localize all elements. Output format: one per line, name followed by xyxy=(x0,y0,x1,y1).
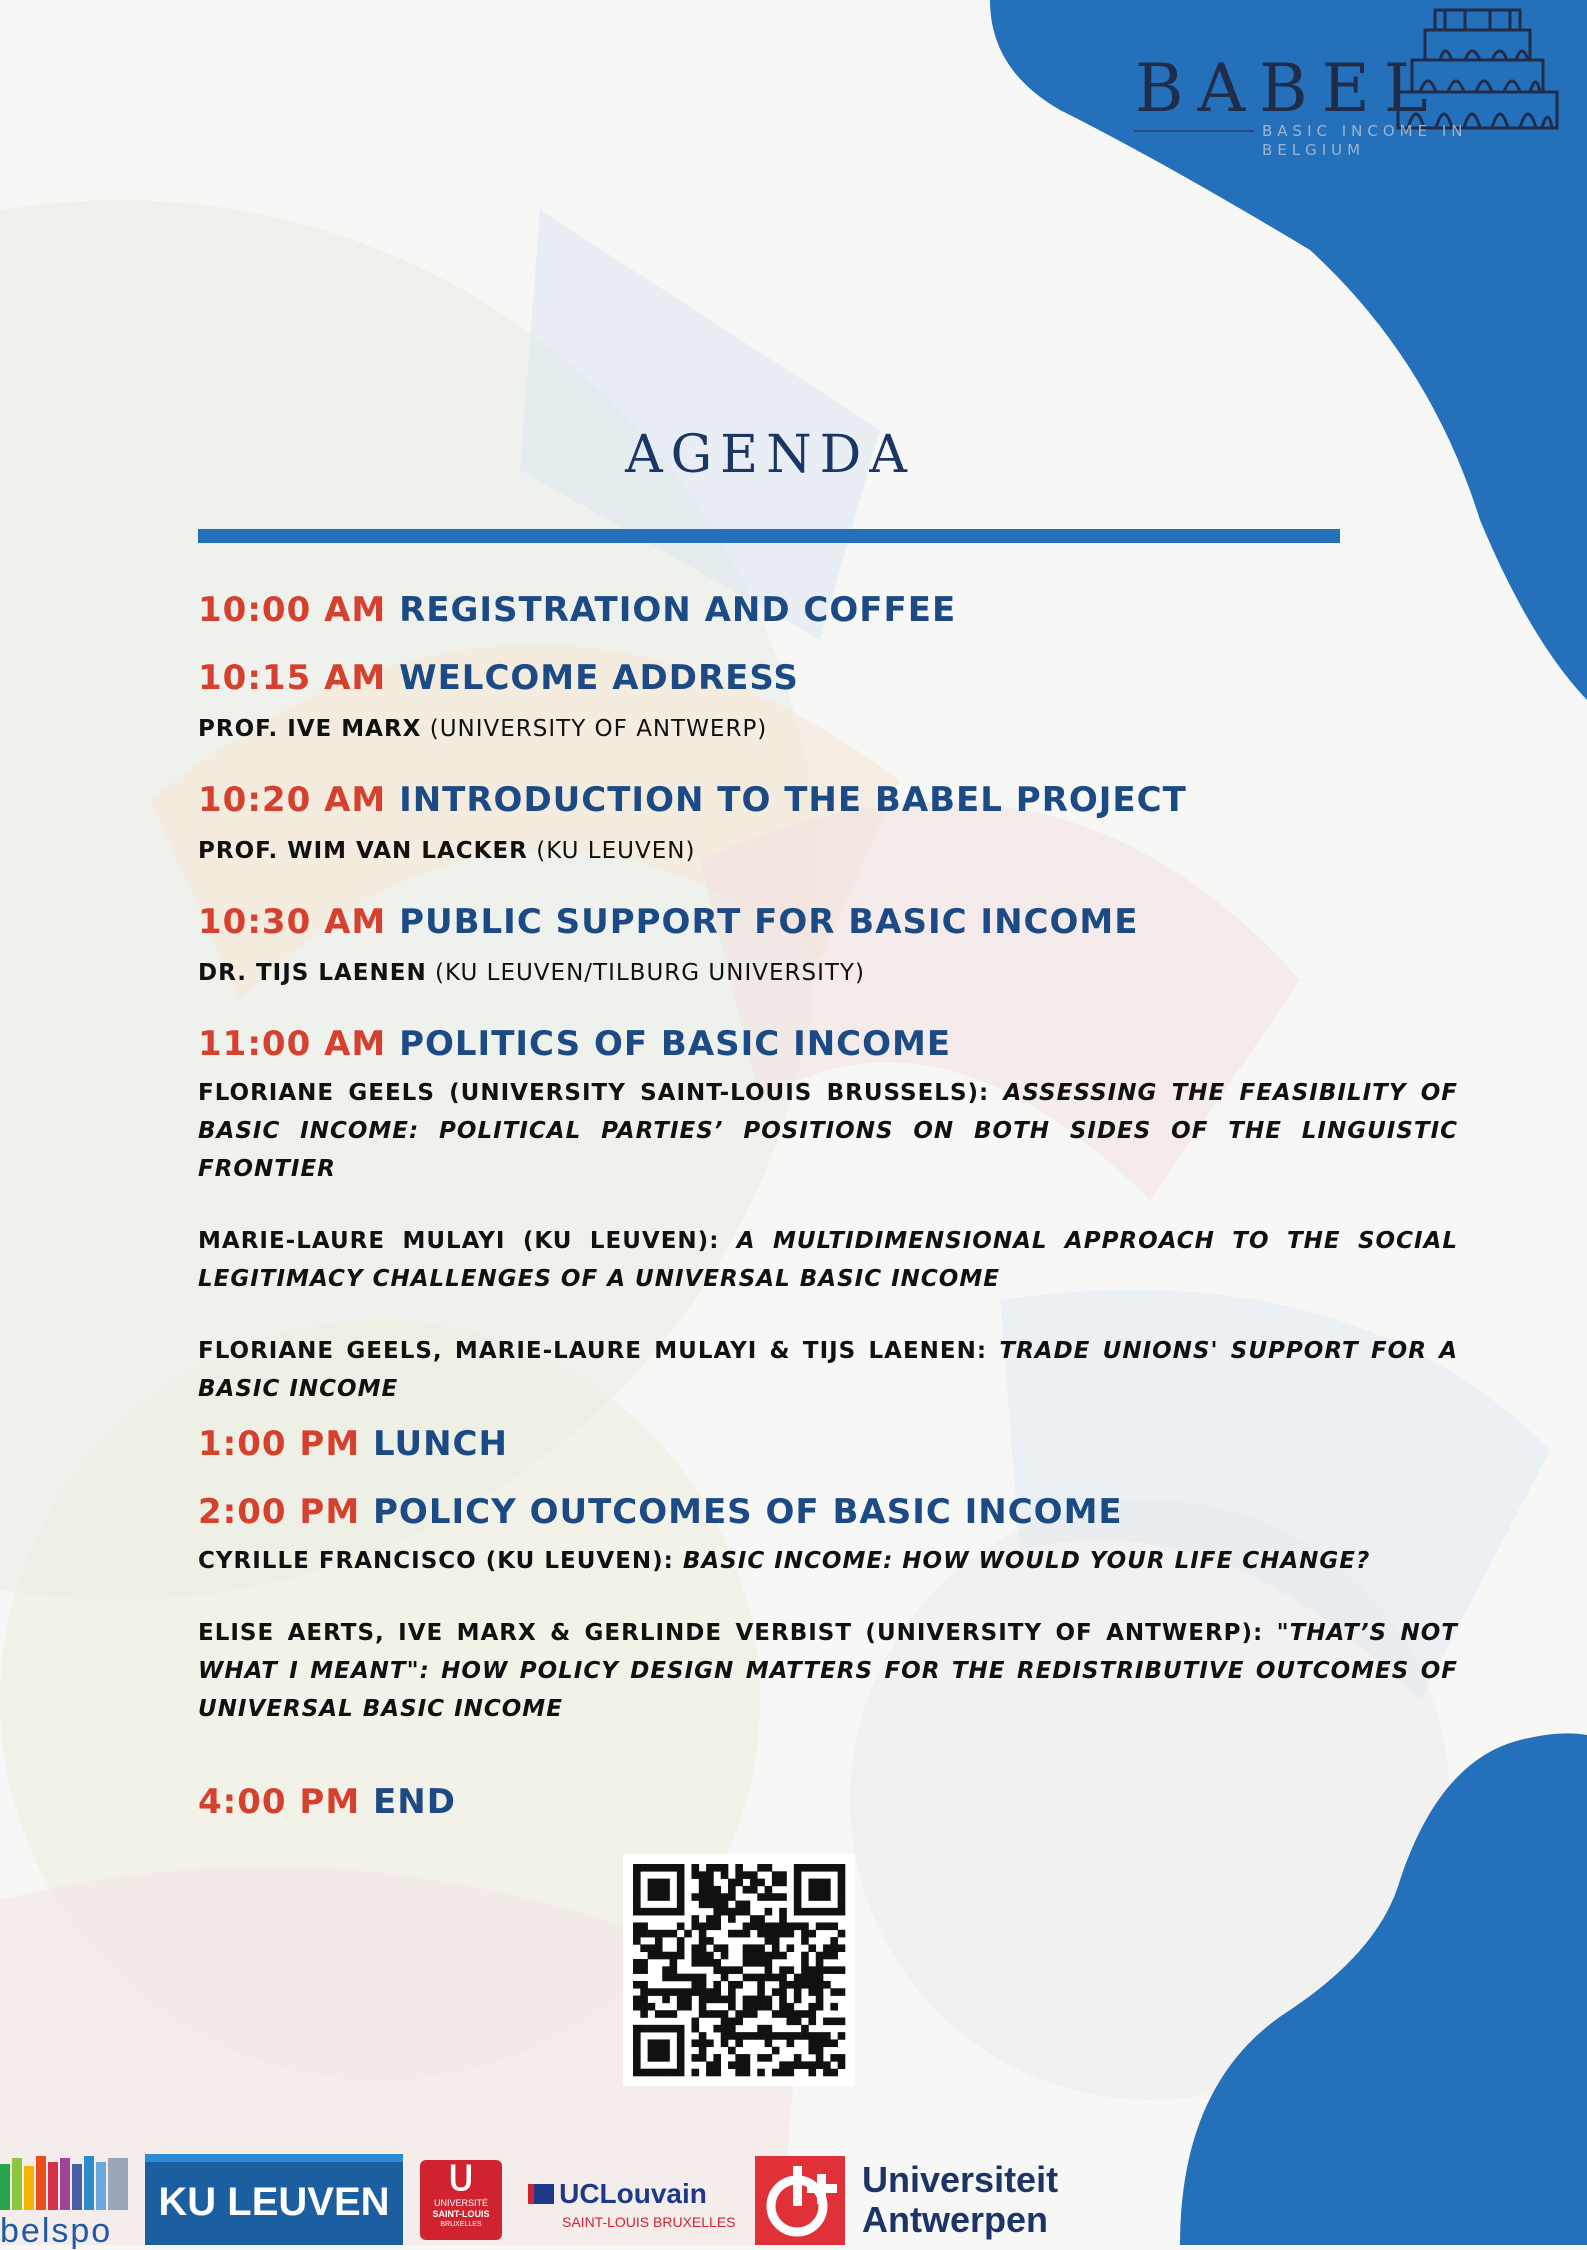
talk-paper-title: A MULTIDIMENSIONAL APPROACH TO THE SOCIAL LEGITIMACY CHALLENGES OF A UNIVERSAL BASIC INCOME xyxy=(198,1228,1458,1292)
speaker-line xyxy=(198,838,1458,864)
talk-authors: ELISE AERTS, IVE MARX & GERLINDE VERBIST (UNIVERSITY OF ANTWERP): xyxy=(198,1620,1277,1646)
talk-entry xyxy=(198,1222,1458,1298)
agenda-title: POLITICS OF BASIC INCOME xyxy=(399,1024,952,1064)
title-rule xyxy=(198,529,1340,543)
uclouvain-square-icon xyxy=(528,2184,554,2204)
speaker-name: PROF. IVE MARX xyxy=(198,716,422,742)
talk-paper-title: ASSESSING THE FEASIBILITY OF BASIC INCOME: POLITICAL PARTIES’ POSITIONS ON BOTH SIDES OF THE LINGUISTIC FRONTIER xyxy=(198,1080,1458,1182)
agenda-heading xyxy=(198,902,1458,942)
talk-entry xyxy=(198,1074,1458,1188)
antwerp-line1: Universiteit xyxy=(862,2159,1059,2200)
usaintlouis-line1: UNIVERSITÉ xyxy=(433,2198,488,2208)
agenda-heading xyxy=(198,1424,1458,1464)
agenda-title: WELCOME ADDRESS xyxy=(399,658,799,698)
babel-logo xyxy=(1130,30,1570,170)
logo-subtitle: BASIC INCOME IN BELGIUM xyxy=(1262,122,1468,159)
agenda-item xyxy=(198,1492,1458,1728)
agenda-item xyxy=(198,658,1458,742)
agenda-item xyxy=(198,780,1458,864)
uclouvain-logo xyxy=(528,2178,738,2238)
qr-code-image xyxy=(623,1854,855,2086)
kuleuven-logo xyxy=(145,2154,403,2245)
talk-authors: CYRILLE FRANCISCO (KU LEUVEN): xyxy=(198,1548,683,1574)
agenda-title: REGISTRATION AND COFFEE xyxy=(399,590,957,630)
agenda-title: LUNCH xyxy=(373,1424,508,1464)
agenda-title: INTRODUCTION TO THE BABEL PROJECT xyxy=(399,780,1187,820)
antwerp-line2: Antwerpen xyxy=(862,2199,1049,2240)
talk-authors: FLORIANE GEELS, MARIE-LAURE MULAYI & TIJS LAENEN: xyxy=(198,1338,1000,1364)
agenda-time: 1:00 PM xyxy=(198,1424,361,1464)
speaker-name: PROF. WIM VAN LACKER xyxy=(198,838,528,864)
speaker-line xyxy=(198,960,1458,986)
usaintlouis-line2: SAINT-LOUIS xyxy=(432,2209,490,2219)
agenda-time: 10:30 AM xyxy=(198,902,387,942)
agenda-title: PUBLIC SUPPORT FOR BASIC INCOME xyxy=(399,902,1139,942)
belspo-bars-icon xyxy=(0,2154,132,2210)
antwerp-wordmark xyxy=(862,2160,1102,2245)
agenda-heading xyxy=(198,658,1458,698)
antwerp-mark-icon xyxy=(755,2156,845,2245)
talk-entry xyxy=(198,1332,1458,1408)
speaker-affiliation: (UNIVERSITY OF ANTWERP) xyxy=(421,716,768,742)
agenda-time: 4:00 PM xyxy=(198,1782,361,1822)
usaintlouis-mark-icon: ᑌ xyxy=(448,2160,474,2198)
logo-wordmark: BABEL xyxy=(1135,50,1442,127)
partner-logos xyxy=(0,2150,1587,2250)
kuleuven-wordmark: KU LEUVEN xyxy=(158,2180,390,2224)
agenda-item xyxy=(198,1782,1458,1822)
agenda-heading xyxy=(198,590,1458,630)
agenda-heading xyxy=(198,1782,1458,1822)
talk-entry xyxy=(198,1614,1458,1728)
agenda-item xyxy=(198,1424,1458,1464)
qr-code[interactable] xyxy=(623,1854,855,2086)
belspo-logo xyxy=(0,2154,132,2250)
agenda-time: 11:00 AM xyxy=(198,1024,387,1064)
agenda-time: 10:00 AM xyxy=(198,590,387,630)
belspo-wordmark: belspo xyxy=(0,2212,113,2250)
speaker-affiliation: (KU LEUVEN) xyxy=(527,838,696,864)
talk-paper-title: TRADE UNIONS' SUPPORT FOR A BASIC INCOME xyxy=(198,1338,1458,1402)
page-title: AGENDA xyxy=(625,425,915,485)
agenda-time: 2:00 PM xyxy=(198,1492,361,1532)
agenda-time: 10:20 AM xyxy=(198,780,387,820)
agenda-heading xyxy=(198,780,1458,820)
agenda-item xyxy=(198,590,1458,630)
uclouvain-subtitle: SAINT-LOUIS BRUXELLES xyxy=(562,2214,736,2230)
agenda-heading xyxy=(198,1024,1458,1064)
agenda-title: POLICY OUTCOMES OF BASIC INCOME xyxy=(373,1492,1123,1532)
talk-paper-title: "THAT’S NOT WHAT I MEANT": HOW POLICY DESIGN MATTERS FOR THE REDISTRIBUTIVE OUTCOMES OF UNIVERSAL BASIC INCOME xyxy=(198,1620,1458,1722)
logo-divider xyxy=(1134,130,1254,132)
speaker-line xyxy=(198,716,1458,742)
speaker-affiliation: (KU LEUVEN/TILBURG UNIVERSITY) xyxy=(426,960,865,986)
agenda-heading xyxy=(198,1492,1458,1532)
talk-authors: MARIE-LAURE MULAYI (KU LEUVEN): xyxy=(198,1228,737,1254)
talk-paper-title: BASIC INCOME: HOW WOULD YOUR LIFE CHANGE? xyxy=(682,1548,1371,1574)
usaintlouis-logo xyxy=(420,2160,502,2240)
usaintlouis-line3: BRUXELLES xyxy=(440,2221,482,2228)
talk-entry xyxy=(198,1542,1458,1580)
talk-authors: FLORIANE GEELS (UNIVERSITY SAINT-LOUIS BRUSSELS): xyxy=(198,1080,1004,1106)
agenda-item xyxy=(198,1024,1458,1408)
speaker-name: DR. TIJS LAENEN xyxy=(198,960,427,986)
agenda-time: 10:15 AM xyxy=(198,658,387,698)
uclouvain-wordmark: UCLouvain xyxy=(559,2178,707,2209)
agenda-title: END xyxy=(373,1782,456,1822)
agenda-item xyxy=(198,902,1458,986)
